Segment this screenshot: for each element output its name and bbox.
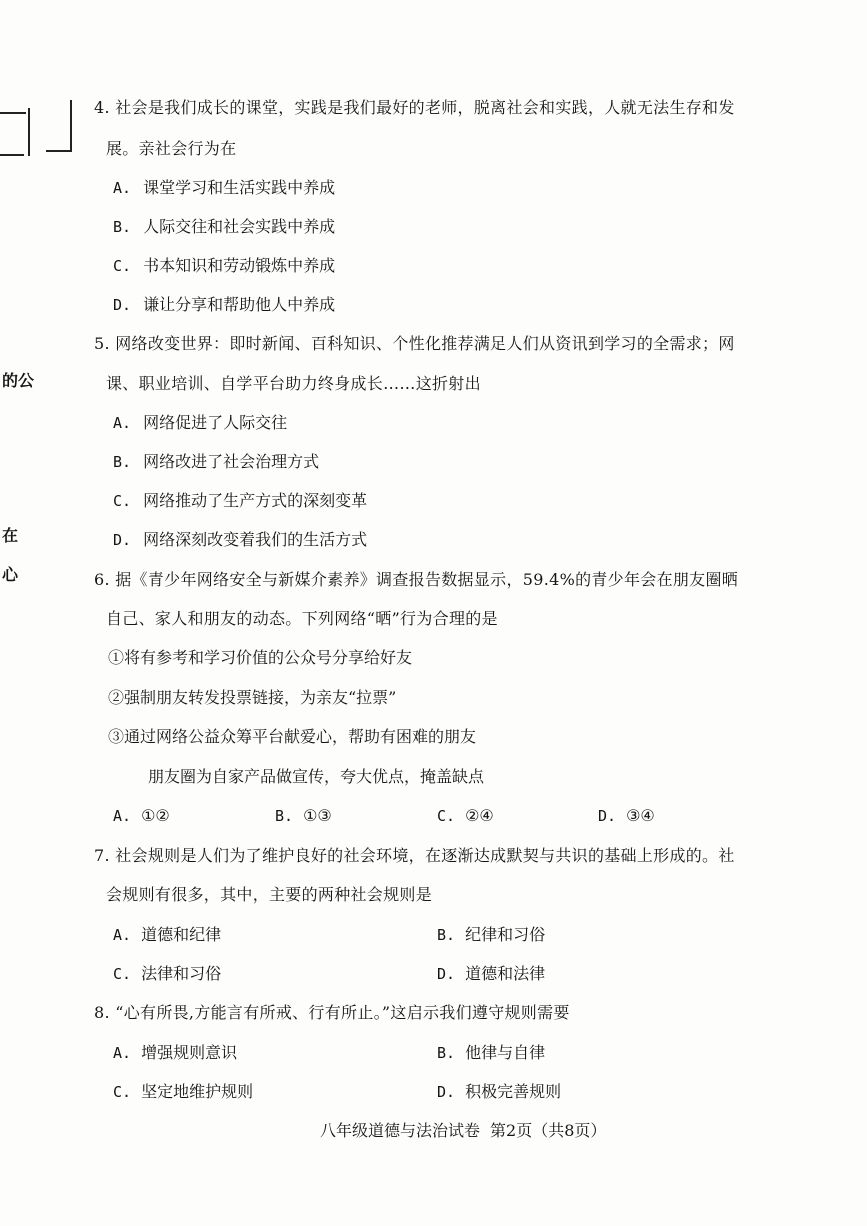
question-6-item-3: ③通过网络公益众筹平台献爱心，帮助有困难的朋友: [108, 727, 477, 746]
question-4-option-d[interactable]: D. 谦让分享和帮助他人中养成: [113, 295, 336, 314]
binding-mark: [70, 100, 72, 152]
question-5-option-a[interactable]: A. 网络促进了人际交往: [113, 413, 288, 432]
question-6-stem: 6. 据《青少年网络安全与新媒介素养》调查报告数据显示，59.4%的青少年会在朋友圈晒: [94, 570, 739, 589]
question-6-option-b[interactable]: B. ①③: [275, 806, 332, 825]
page-number: 第2页（共8页）: [490, 1121, 607, 1140]
question-6-option-d[interactable]: D. ③④: [598, 806, 655, 825]
question-4-option-b[interactable]: B. 人际交往和社会实践中养成: [113, 217, 336, 236]
question-6-item-2: ②强制朋友转发投票链接，为亲友“拉票”: [108, 688, 397, 707]
question-5-stem-cont: 课、职业培训、自学平台助力终身成长……这折射出: [106, 374, 481, 393]
question-8-option-c[interactable]: C. 坚定地维护规则: [113, 1082, 254, 1101]
edge-fragment: 心: [2, 565, 19, 584]
question-5-option-c[interactable]: C. 网络推动了生产方式的深刻变革: [113, 491, 368, 510]
question-7-option-c[interactable]: C. 法律和习俗: [113, 964, 222, 983]
exam-title: 八年级道德与法治试卷: [320, 1121, 481, 1140]
question-8-option-d[interactable]: D. 积极完善规则: [437, 1082, 562, 1101]
question-4-option-c[interactable]: C. 书本知识和劳动锻炼中养成: [113, 256, 336, 275]
question-7-option-b[interactable]: B. 纪律和习俗: [437, 925, 546, 944]
binding-mark: [0, 112, 26, 114]
page-footer: [320, 1118, 616, 1141]
edge-fragment: 的公: [2, 371, 35, 390]
question-7-option-a[interactable]: A. 道德和纪律: [113, 925, 222, 944]
question-4-option-a[interactable]: A. 课堂学习和生活实践中养成: [113, 178, 336, 197]
edge-fragment: 在: [2, 526, 19, 545]
question-6-option-a[interactable]: A. ①②: [113, 806, 170, 825]
question-7-option-d[interactable]: D. 道德和法律: [437, 964, 546, 983]
question-7-stem-cont: 会规则有很多，其中，主要的两种社会规则是: [106, 885, 433, 904]
question-6-item-1: ①将有参考和学习价值的公众号分享给好友: [108, 648, 413, 667]
question-7-stem: 7. 社会规则是人们为了维护良好的社会环境，在逐渐达成默契与共识的基础上形成的。社: [94, 846, 735, 865]
question-5-stem: 5. 网络改变世界：即时新闻、百科知识、个性化推荐满足人们从资讯到学习的全需求；网: [94, 334, 735, 353]
question-6-option-c[interactable]: C. ②④: [437, 806, 494, 825]
binding-mark: [0, 154, 24, 156]
question-8-option-a[interactable]: A. 增强规则意识: [113, 1043, 238, 1062]
question-6-item-4: 朋友圈为自家产品做宣传，夸大优点，掩盖缺点: [148, 767, 485, 786]
question-8-stem: 8. “心有所畏,方能言有所戒、行有所止。”这启示我们遵守规则需要: [94, 1003, 570, 1022]
question-6-stem-cont: 自己、家人和朋友的动态。下列网络“晒”行为合理的是: [106, 609, 498, 628]
question-4-stem-cont: 展。亲社会行为在: [106, 139, 237, 158]
question-8-option-b[interactable]: B. 他律与自律: [437, 1043, 546, 1062]
question-5-option-d[interactable]: D. 网络深刻改变着我们的生活方式: [113, 530, 368, 549]
question-5-option-b[interactable]: B. 网络改进了社会治理方式: [113, 452, 320, 471]
binding-mark: [28, 108, 30, 156]
question-4-stem: 4. 社会是我们成长的课堂，实践是我们最好的老师，脱离社会和实践，人就无法生存和发: [94, 98, 735, 117]
binding-mark: [46, 150, 72, 152]
